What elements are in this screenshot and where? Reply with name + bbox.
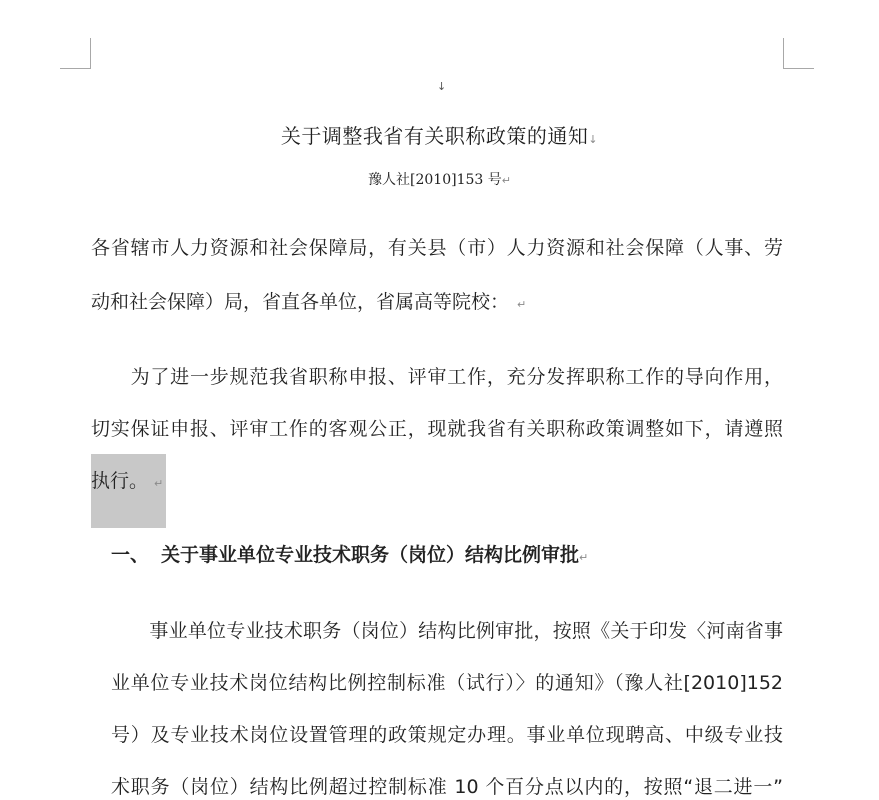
salutation-line-2[interactable] — [91, 289, 526, 318]
section-1-line-2[interactable]: 业单位专业技术岗位结构比例控制标准（试行）〉的通知》（豫人社[2010]152 — [111, 672, 783, 694]
paragraph-mark-icon: ↓ — [437, 80, 447, 93]
section-1-heading[interactable] — [111, 542, 588, 571]
paragraph-mark-icon: ↵ — [579, 551, 589, 564]
crop-mark-top-left — [60, 38, 91, 69]
document-number[interactable] — [0, 169, 879, 189]
intro-line-1[interactable]: 为了进一步规范我省职称申报、评审工作，充分发挥职称工作的导向作用， — [91, 366, 783, 388]
section-1-line-4[interactable]: 术职务（岗位）结构比例超过控制标准 10 个百分点以内的，按照“退二进一” — [111, 776, 783, 798]
doc-number-text: 豫人社[2010]153 号 — [368, 172, 502, 188]
salutation-line-1[interactable]: 各省辖市人力资源和社会保障局，有关县（市）人力资源和社会保障（人事、劳 — [91, 237, 783, 259]
intro-line-3-text: 执行。 — [91, 470, 149, 492]
paragraph-mark-icon: ↵ — [154, 477, 164, 490]
document-title[interactable] — [0, 120, 879, 149]
section-1-heading-text: 关于事业单位专业技术职务（岗位）结构比例审批 — [161, 544, 580, 566]
intro-line-2[interactable]: 切实保证申报、评审工作的客观公正，现就我省有关职称政策调整如下，请遵照 — [91, 418, 783, 440]
crop-mark-top-right — [783, 38, 814, 69]
section-1-number: 一、 — [111, 544, 150, 566]
section-1-line-1[interactable]: 事业单位专业技术职务（岗位）结构比例审批，按照《关于印发〈河南省事 — [111, 620, 783, 642]
title-text: 关于调整我省有关职称政策的通知 — [280, 124, 589, 148]
section-1-line-3[interactable]: 号）及专业技术岗位设置管理的政策规定办理。事业单位现聘高、中级专业技 — [111, 724, 783, 746]
paragraph-mark-icon: ↵ — [501, 174, 511, 187]
intro-line-3[interactable] — [91, 468, 163, 497]
salutation-line-2-text: 动和社会保障）局，省直各单位，省属高等院校： — [91, 291, 510, 313]
line-break-mark-icon: ↓ — [588, 133, 599, 146]
paragraph-mark-icon: ↵ — [517, 298, 527, 311]
